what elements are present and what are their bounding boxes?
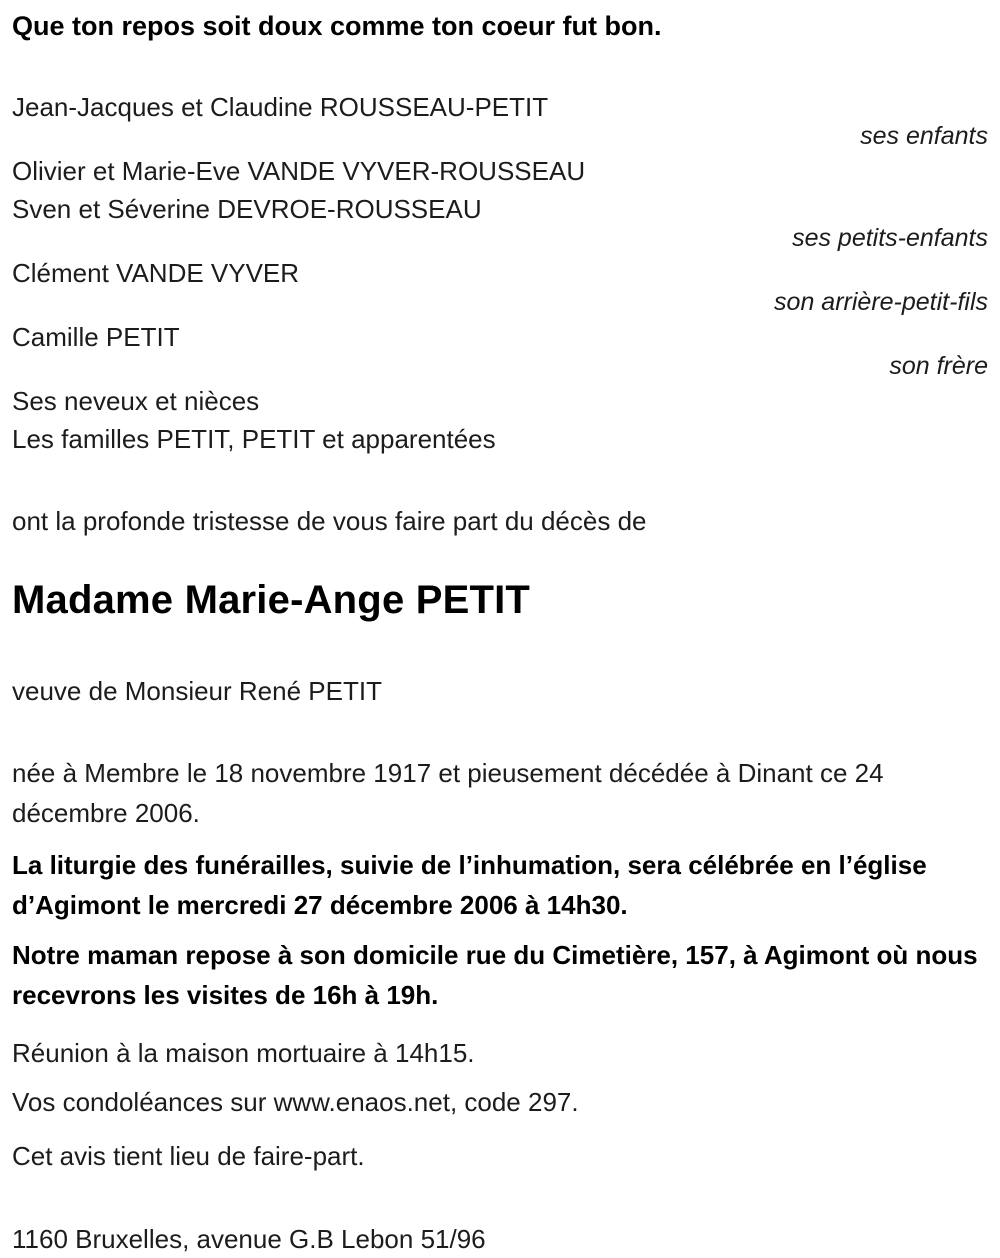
notice-line: Cet avis tient lieu de faire-part. [12, 1141, 365, 1171]
visits-details: Notre maman repose à son domicile rue du Cimetière, 157, à Agimont où nous recevrons les visites de 16h à 19h. [12, 940, 978, 1010]
condolences-line: Vos condoléances sur www.enaos.net, code 297. [12, 1087, 579, 1117]
family-names-grandchildren-2: Sven et Séverine DEVROE-ROUSSEAU [12, 194, 482, 224]
family-names-children: Jean-Jacques et Claudine ROUSSEAU-PETIT [12, 92, 549, 122]
relation-brother-label: son frère [889, 352, 988, 380]
deceased-name: Madame Marie-Ange PETIT [12, 578, 531, 622]
relation-children-label: ses enfants [860, 122, 988, 150]
funeral-details: La liturgie des funérailles, suivie de l’inhumation, sera célébrée en l’église d’Agimont le mercredi 27 décembre 2006 à 14h30. [12, 850, 927, 920]
footer-address: 1160 Bruxelles, avenue G.B Lebon 51/96 [12, 1224, 486, 1254]
family-names-great-grandson: Clément VANDE VYVER [12, 258, 300, 288]
family-section [12, 88, 988, 458]
relation-grandchildren-label: ses petits-enfants [792, 224, 988, 252]
relation-great-grandson-label: son arrière-petit-fils [774, 288, 988, 316]
family-names-brother: Camille PETIT [12, 322, 180, 352]
announcement-intro: ont la profonde tristesse de vous faire part du décès de [12, 506, 647, 536]
family-names-related-families: Les familles PETIT, PETIT et apparentées [12, 424, 496, 454]
widow-of-line: veuve de Monsieur René PETIT [12, 676, 382, 706]
family-names-nieces-nephews: Ses neveux et nièces [12, 386, 260, 416]
life-dates: née à Membre le 18 novembre 1917 et pieusement décédée à Dinant ce 24 décembre 2006. [12, 758, 884, 828]
epitaph: Que ton repos soit doux comme ton coeur fut bon. [12, 11, 662, 41]
meeting-line: Réunion à la maison mortuaire à 14h15. [12, 1038, 475, 1068]
family-names-grandchildren-1: Olivier et Marie-Eve VANDE VYVER-ROUSSEAU [12, 156, 586, 186]
